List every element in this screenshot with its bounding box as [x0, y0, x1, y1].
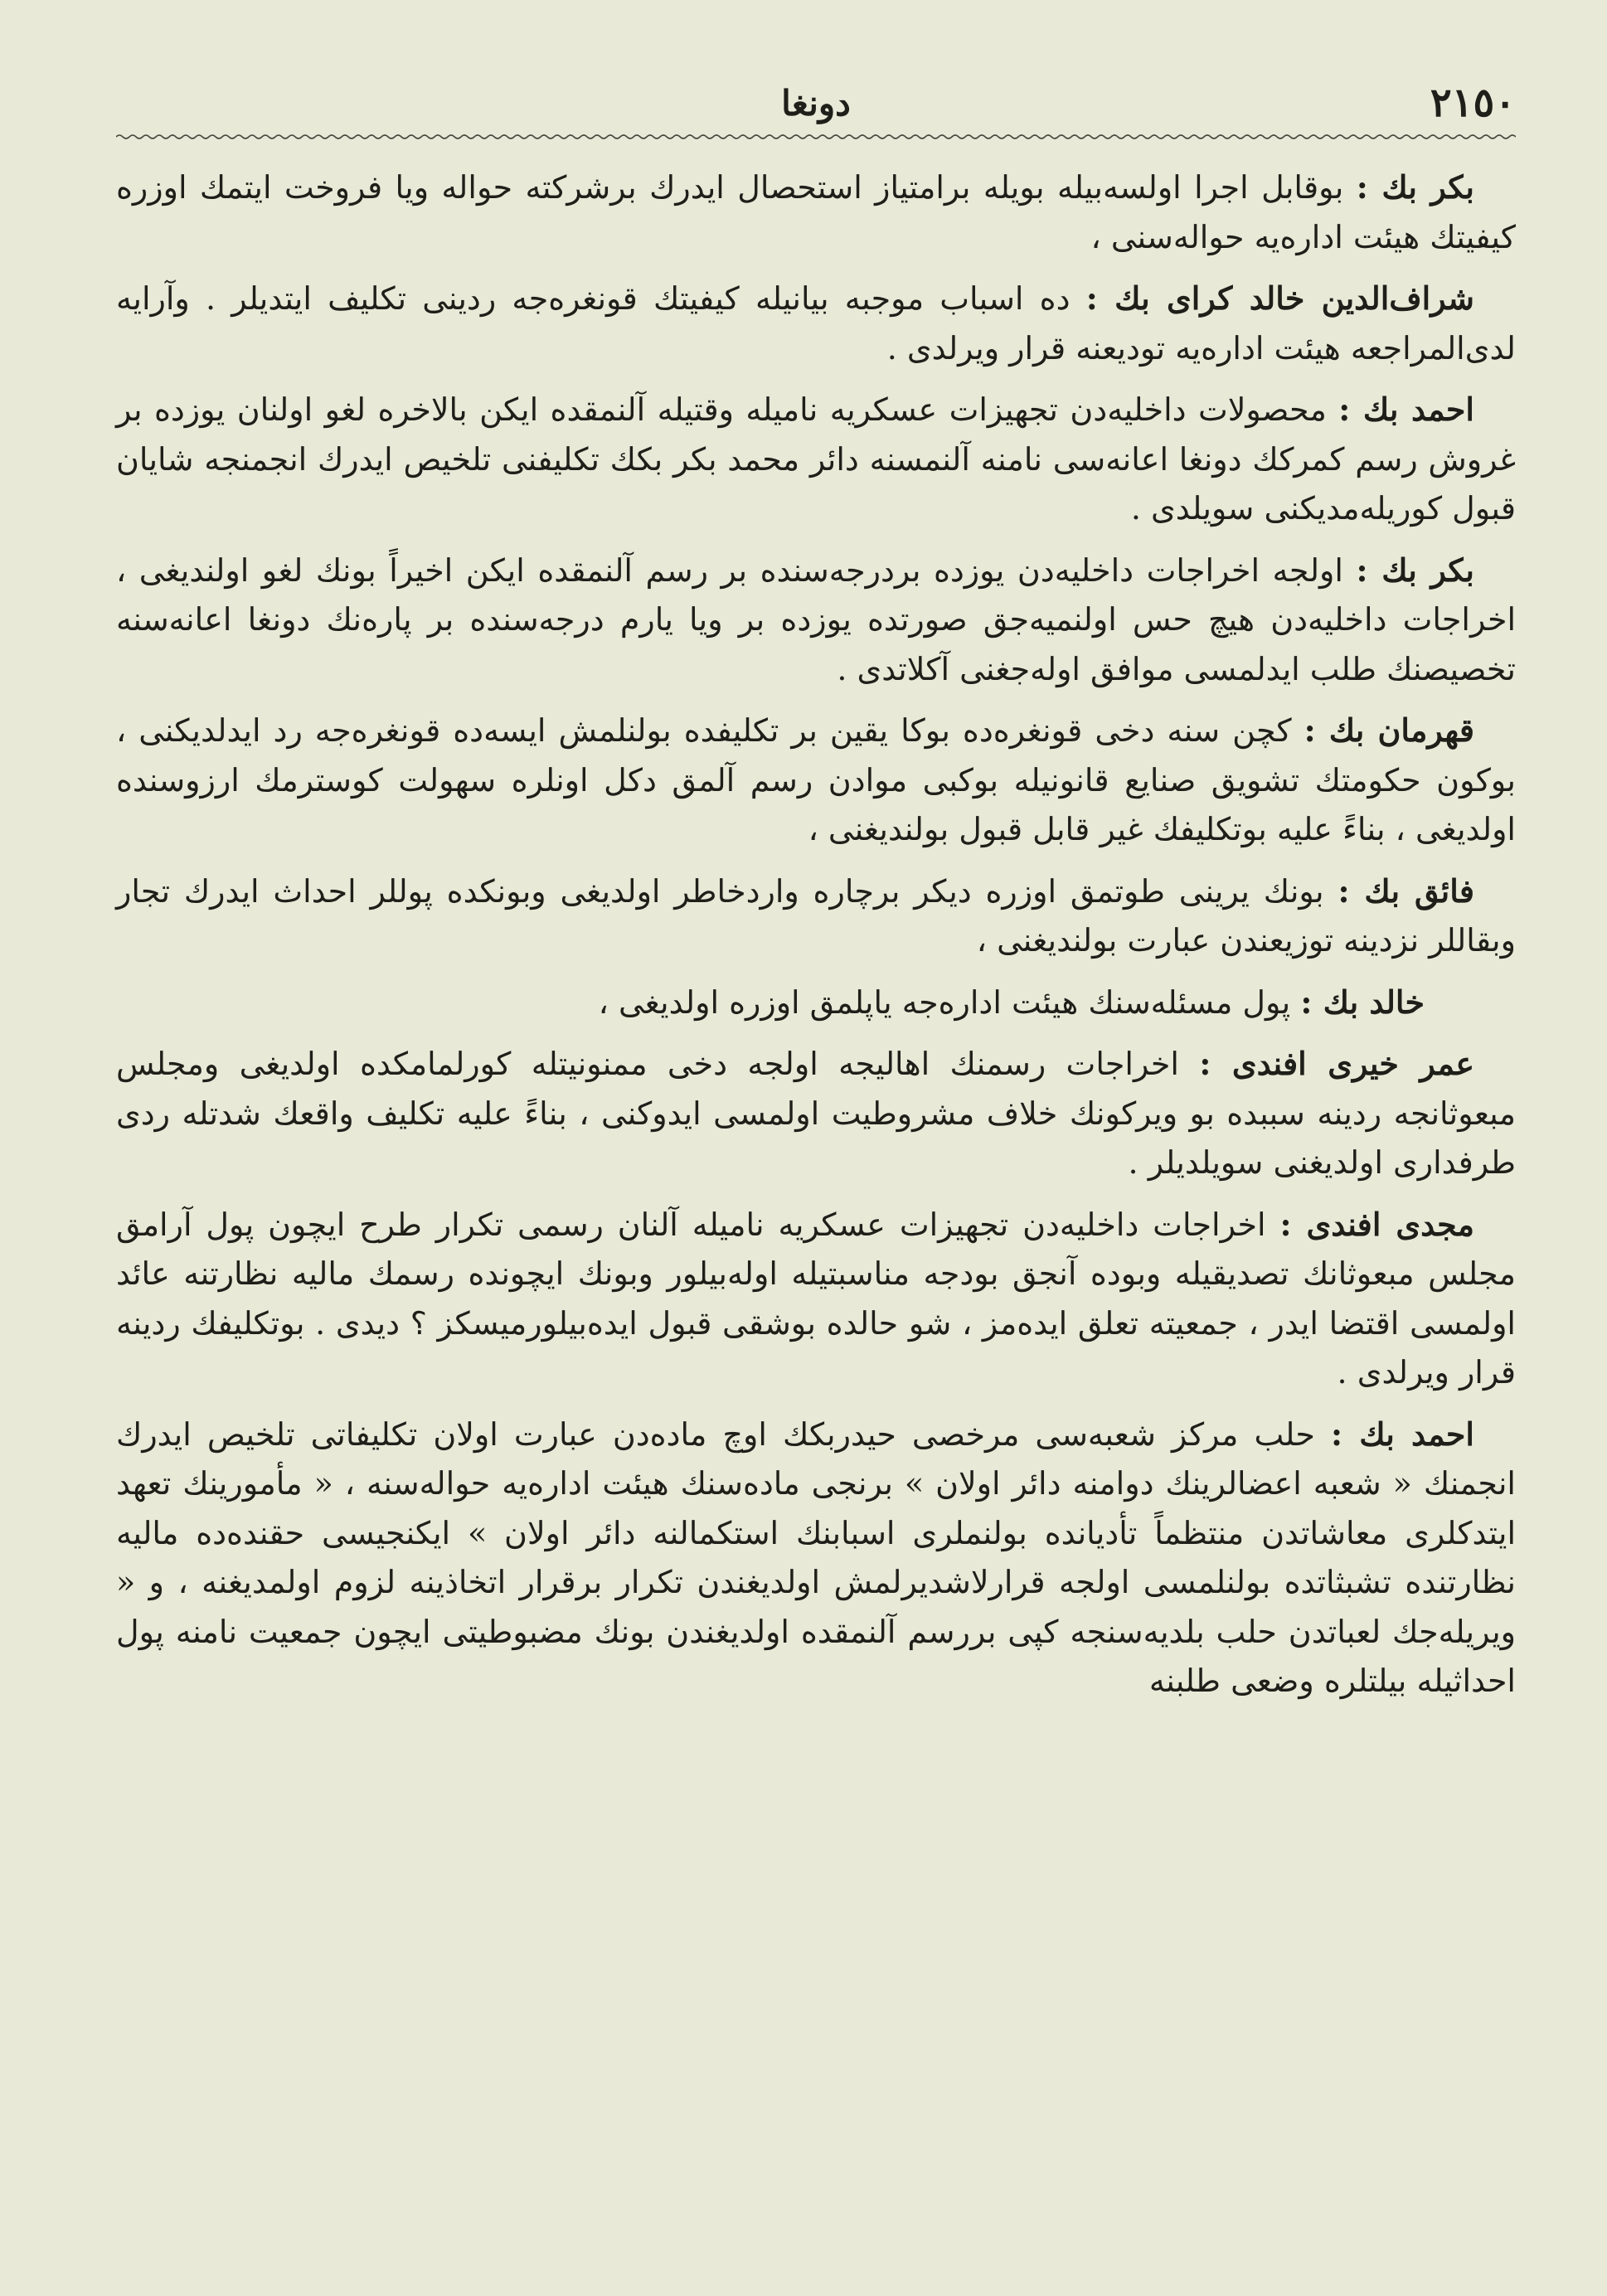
paragraph: [116, 546, 1516, 695]
paragraph: [116, 163, 1516, 262]
paragraph-text: ده اسباب موجبه بيانيله كيفيتك قونغره‌جه ردينى تكليف ايتديلر . وآرايه لدى‌المراجعه هيئت اداره‌يه توديعنه قرار ويرلدى .: [116, 280, 1516, 366]
speaker-name: احمد بك :: [1330, 1415, 1474, 1453]
paragraph: [116, 274, 1516, 373]
speaker-name: فائق بك :: [1338, 871, 1474, 910]
speaker-name: عمر خيرى افندى :: [1199, 1045, 1474, 1082]
paragraph: [116, 866, 1516, 966]
speaker-name: شراف‌الدين خالد كراى بك :: [1085, 279, 1475, 317]
paragraph-text: بوقابل اجرا اولسه‌بيله بويله برامتياز استحصال ايدرك برشركته حواله ويا فروخت ايتمك اوزره كيفيتك هيئت اداره‌يه حواله‌سنى ،: [116, 169, 1516, 255]
page-number: ٢١٥٠: [1430, 80, 1516, 126]
speaker-name: قهرمان بك :: [1304, 711, 1474, 749]
paragraph: [116, 978, 1516, 1028]
paragraph: [116, 1410, 1516, 1706]
document-body: [116, 163, 1516, 1718]
speaker-name: بكر بك :: [1356, 551, 1474, 589]
running-title: دونغا: [781, 83, 851, 124]
paragraph: [116, 1039, 1516, 1188]
page-header: [116, 80, 1516, 138]
paragraph: [116, 706, 1516, 855]
paragraph-text: محصولات داخليه‌دن تجهيزات عسكريه ناميله وقتيله آلنمقده ايكن بالاخره لغو اولنان يوزده بر غروش رسم كمركك دونغا اعانه‌سى نامنه آلنمسنه دائر محمد بكر بكك تكليفنى تلخيص ايدرك انجمنجه شايان قبول كوريله‌مديكنى سويلدى .: [116, 391, 1516, 527]
paragraph-text: حلب مركز شعبه‌سى مرخصى حيدربكك اوچ ماده‌دن عبارت اولان تكليفاتى تلخيص ايدرك انجمنك « شعبه اعضالرينك دوامنه دائر اولان » برنجى ماده‌سنك هيئت اداره‌يه حواله‌سنه ، « مأمورينك تعهد ايتدكلرى معاشاتدن منتظماً تأديانده بولنملرى اسبابنك استكمالنه دائر اولان » ايكنجيسى حقنده‌ده ماليه نظارتنده تشبثاتده بولنلمسى اولجه قرارلاشديرلمش اولديغندن تكرار برقرار اتخاذينه لزوم اولمديغنه ، و « ويريله‌جك لعباتدن حلب بلديه‌سنجه كپى بررسم آلنمقده اولديغندن بونك مضبوطيتى ايچون جمعيت نامنه پول احداثيله بيلتلره وضعى طلبنه: [116, 1415, 1516, 1699]
speaker-name: مجدى افندى :: [1279, 1205, 1474, 1243]
paragraph-text: پول مسئله‌سنك هيئت اداره‌جه ياپلمق اوزره اولديغى ،: [598, 983, 1301, 1021]
header-ornamental-rule: [116, 133, 1516, 141]
paragraph: [116, 385, 1516, 534]
speaker-name: احمد بك :: [1338, 391, 1474, 428]
paragraph: [116, 1200, 1516, 1398]
paragraph-text: بونك يرينى طوتمق اوزره ديكر برچاره واردخاطر اولديغى وبونكده پوللر احداث ايدرك تجار وبقاللر نزدينه توزيعندن عبارت بولنديغنى ،: [116, 872, 1516, 959]
speaker-name: بكر بك :: [1356, 168, 1474, 206]
paragraph-text: اولجه اخراجات داخليه‌دن يوزده بردرجه‌سنده بر رسم آلنمقده ايكن اخيراً بونك لغو اولنديغى ، اخراجات داخليه‌دن هيچ حس اولنميه‌جق صورتده يوزده بر ويا يارم درجه‌سنده بر پاره‌نك دونغا اعانه‌سنه تخصيصنك طلب ايدلمسى موافق اوله‌جغنى آكلاتدى .: [116, 551, 1516, 687]
paragraph-text: اخراجات رسمنك اهاليجه اولجه دخى ممنونيتله كورلمامكده اولديغى ومجلس مبعوثانجه ردينه سببده بو ويركونك خلاف مشروطيت اولمسى ايدوكنى ، بناءً عليه تكليف واقعك شدتله ردى طرفدارى اولديغنى سويلديلر .: [116, 1046, 1516, 1181]
paragraph-text: كچن سنه دخى قونغره‌ده بوكا يقين بر تكليفده بولنلمش ايسه‌ده قونغره‌جه رد ايدلديكنى ، بوكون حكومتك تشويق صنايع قانونيله بوكبى موادن رسم آلمق دكل اونلره سهولت كوسترمك ارزوسنده اولديغى ، بناءً عليه بوتكليفك غير قابل قبول بولنديغنى ،: [116, 712, 1516, 847]
paragraph-text: اخراجات داخليه‌دن تجهيزات عسكريه ناميله آلنان رسمى تكرار طرح ايچون پول آرامق مجلس مبعوثانك تصديقيله وبوده آنجق بودجه مناسبتيله اوله‌بيلور وبونك ايچونده رسمك ماليه نظارتنه عائد اولمسى اقتضا ايدر ، جمعيته تعلق ايده‌مز ، شو حالده بوشقى قبول ايده‌بيلورميسكز ؟ ديدى . بوتكليفك ردينه قرار ويرلدى .: [116, 1206, 1516, 1391]
speaker-name: خالد بك :: [1300, 983, 1425, 1021]
